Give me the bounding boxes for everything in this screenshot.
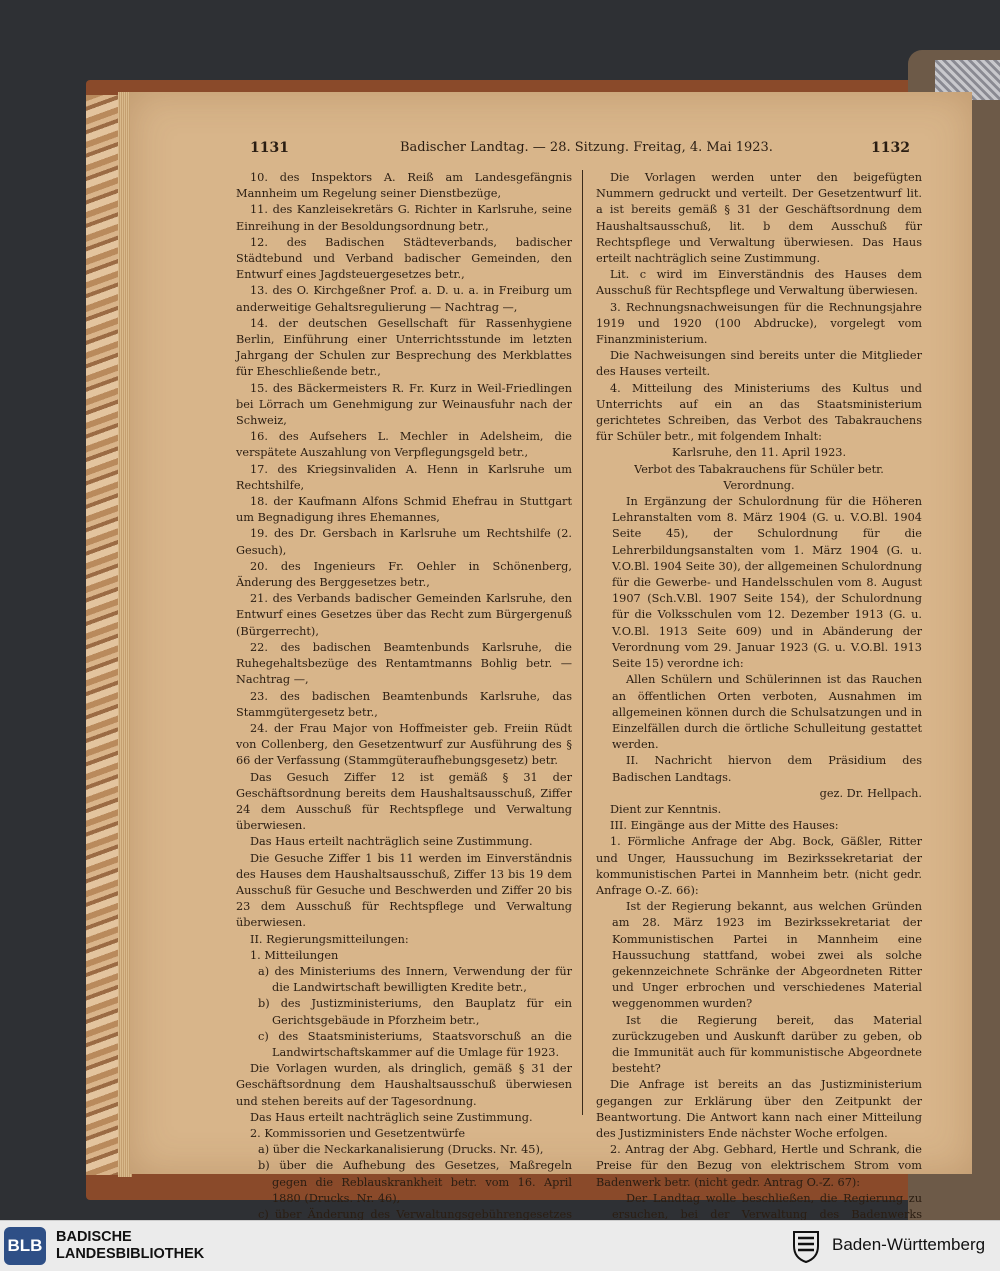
paragraph: II. Regierungsmitteilungen: <box>250 932 409 946</box>
column-rule <box>582 170 583 1115</box>
paragraph: Das Haus erteilt nachträglich seine Zustimmung. <box>250 1110 533 1124</box>
paragraph: Die Anfrage ist bereits an das Justizministerium gegangen zur Erklärung über den Zeitpunkt der Beantwortung. Die Antwort kann nach einer Mitteilung des Justizministers Ende nächster Woche erfolgen. <box>596 1078 922 1140</box>
paragraph: c) über Änderung des Verwaltungsgebührengesetzes <box>258 1208 572 1220</box>
paragraph: Verbot des Tabakrauchens für Schüler betr. <box>634 462 884 476</box>
paragraph: 3. Rechnungsnachweisungen für die Rechnungsjahre 1919 und 1920 (100 Abdrucke), vorgelegt vom Finanzministerium. <box>596 300 922 347</box>
paragraph: Allen Schülern und Schülerinnen ist das Rauchen an öffentlichen Orten verboten, Ausnahmen im allgemeinen können durch die Schulsatzungen und in Einzelfällen durch die örtliche Schulleitung gestattet werden. <box>612 673 922 752</box>
page-number-left: 1131 <box>250 140 289 156</box>
page-number-right: 1132 <box>871 140 910 156</box>
paragraph: 23. des badischen Beamtenbunds Karlsruhe, das Stammgütergesetz betr., <box>236 689 572 719</box>
paragraph: 10. des Inspektors A. Reiß am Landesgefängnis Mannheim um Regelung seiner Dienstbezüge, <box>236 171 572 201</box>
paragraph: Die Vorlagen werden unter den beigefügten Nummern gedruckt und verteilt. Der Gesetzentwurf lit. a ist bereits gemäß § 31 der Geschäftsordnung dem Haushaltsausschuß, lit. b dem Ausschuß für Rechtspflege und Verwaltung überwiesen. Das Haus erteilt nachträglich seine Zustimmung. <box>596 171 922 266</box>
marbled-edge <box>86 95 120 1175</box>
right-text-column <box>596 170 922 1220</box>
paragraph: III. Eingänge aus der Mitte des Hauses: <box>610 819 839 833</box>
paragraph: 2. Antrag der Abg. Gebhard, Hertle und Schrank, die Preise für den Bezug von elektrischem Strom vom Badenwerk betr. (nicht gedr. Antrag O.-Z. 67): <box>596 1143 922 1189</box>
state-name[interactable]: Baden-Württemberg <box>832 1235 986 1254</box>
paragraph: Die Nachweisungen sind bereits unter die Mitglieder des Hauses verteilt. <box>596 349 922 379</box>
paragraph: 11. des Kanzleisekretärs G. Richter in Karlsruhe, seine Einreihung in der Besoldungsordnung betr., <box>236 203 572 233</box>
paragraph: 22. des badischen Beamtenbunds Karlsruhe, die Ruhegehaltsbezüge des Rentamtmanns Bohlig betr. — Nachtrag —, <box>236 640 572 687</box>
paragraph: 1. Mitteilungen <box>250 948 339 962</box>
paragraph: Der Landtag wolle beschließen, die Regierung zu ersuchen, bei der Verwaltung des Badenwerks <box>612 1191 922 1220</box>
paragraph: 18. der Kaufmann Alfons Schmid Ehefrau in Stuttgart um Begnadigung ihres Ehemannes, <box>236 495 572 525</box>
paragraph: a) des Ministeriums des Innern, Verwendung der für die Landwirtschaft bewilligten Kredite betr., <box>258 964 572 995</box>
paragraph: 1. Förmliche Anfrage der Abg. Bock, Gäßler, Ritter und Unger, Haussuchung im Bezirkssekretariat der kommunistischen Partei in Mannheim betr. (nicht gedr. Anfrage O.-Z. 66): <box>596 835 922 897</box>
paragraph: c) des Staatsministeriums, Staatsvorschuß an die Landwirtschaftskammer auf die Umlage für 1923. <box>258 1029 572 1059</box>
viewer-footer <box>0 1220 1000 1271</box>
paragraph: 2. Kommissorien und Gesetzentwürfe <box>250 1126 466 1140</box>
paragraph: Das Haus erteilt nachträglich seine Zustimmung. <box>250 835 533 849</box>
running-header <box>250 140 910 162</box>
library-name[interactable] <box>56 1229 204 1263</box>
paragraph: Lit. c wird im Einverständnis des Hauses dem Ausschuß für Rechtspflege und Verwaltung überwiesen. <box>596 268 922 298</box>
paragraph: In Ergänzung der Schulordnung für die Höheren Lehranstalten vom 8. März 1904 (G. u. V.O.Bl. 1904 Seite 45), der Schulordnung für die Lehrerbildungsanstalten vom 1. März 1904 (G. u. V.O.Bl. 1904 Seite 30), der allgemeinen Schulordnung für die Gewerbe- und Handelsschulen vom 8. August 1907 (Sch.V.Bl. 1907 Seite 154), der Schulordnung für die Volksschulen vom 12. Dezember 1913 (G. u. V.O.Bl. 1913 Seite 609) und in Abänderung der Verordnung vom 29. Januar 1923 (G. u. V.O.Bl. 1913 Seite 15) verordne ich: <box>612 495 922 671</box>
library-name-line2: LANDESBIBLIOTHEK <box>56 1246 205 1262</box>
paragraph: 4. Mitteilung des Ministeriums des Kultus und Unterrichts auf ein an das Staatsministerium gerichtetes Schreiben, das Verbot des Tabakrauchens für Schüler betr., mit folgendem Inhalt: <box>596 381 922 444</box>
paragraph: 16. des Aufsehers L. Mechler in Adelsheim, die verspätete Auszahlung von Verpflegungsgeld betr., <box>236 430 572 460</box>
paragraph: 21. des Verbands badischer Gemeinden Karlsruhe, den Entwurf eines Gesetzes über das Recht zum Bürgergenuß (Bürgerrecht), <box>236 592 572 638</box>
paragraph: 17. des Kriegsinvaliden A. Henn in Karlsruhe um Rechtshilfe, <box>236 462 572 492</box>
paragraph: Ist der Regierung bekannt, aus welchen Gründen am 28. März 1923 im Bezirkssekretariat der Kommunistischen Partei in Mannheim eine Haussuchung stattfand, wobei zwei als solche gekennzeichnete Schränke der Abgeordneten Ritter und Unger erbrochen und verschiedenes Material weggenommen wurden? <box>612 900 922 1011</box>
paragraph: Ist die Regierung bereit, das Material zurückzugeben und Auskunft darüber zu geben, ob die Immunität auch für kommunistische Abgeordnete besteht? <box>612 1013 922 1076</box>
paragraph: 24. der Frau Major von Hoffmeister geb. Freiin Rüdt von Collenberg, den Gesetzentwurf zur Ausführung des § 66 der Verfassung (Stammgüteraufhebungsgesetz) betr. <box>236 721 572 768</box>
paragraph: b) über die Aufhebung des Gesetzes, Maßregeln gegen die Reblauskrankheit betr. vom 16. April 1880 (Drucks. Nr. 46), <box>258 1159 572 1205</box>
paragraph: gez. Dr. Hellpach. <box>819 786 922 800</box>
paragraph: 13. des O. Kirchgeßner Prof. a. D. u. a. in Freiburg um anderweitige Gehaltsregulierung — Nachtrag —, <box>236 284 572 314</box>
paragraph: 14. der deutschen Gesellschaft für Rassenhygiene Berlin, Einführung einer Unterrichtsstunde im letzten Jahrgang der Schulen zur Besprechung des Merkblattes für Eheschließende betr., <box>236 316 572 379</box>
paragraph: Die Vorlagen wurden, als dringlich, gemäß § 31 der Geschäftsordnung dem Haushaltsausschuß überwiesen und stehen bereits auf der Tagesordnung. <box>236 1062 572 1108</box>
header-title: Badischer Landtag. — 28. Sitzung. Freitag, 4. Mai 1923. <box>400 140 773 155</box>
paragraph: 12. des Badischen Städteverbands, badischer Städtebund und Verband badischer Gemeinden, den Entwurf eines Jagdsteuergesetzes betr., <box>236 235 572 282</box>
paragraph: Dient zur Kenntnis. <box>610 802 722 816</box>
paragraph: 15. des Bäckermeisters R. Fr. Kurz in Weil-Friedlingen bei Lörrach um Genehmigung zur Weinausfuhr nach der Schweiz, <box>236 381 572 428</box>
paragraph: 20. des Ingenieurs Fr. Oehler in Schönenberg, Änderung des Berggesetzes betr., <box>236 559 572 590</box>
state-coat-of-arms-icon <box>790 1228 822 1264</box>
paragraph: 19. des Dr. Gersbach in Karlsruhe um Rechtshilfe (2. Gesuch), <box>236 527 572 557</box>
paragraph: Verordnung. <box>723 478 795 492</box>
library-name-line1: BADISCHE <box>56 1229 132 1245</box>
paragraph: Das Gesuch Ziffer 12 ist gemäß § 31 der Geschäftsordnung bereits dem Haushaltsausschuß, Ziffer 24 dem Ausschuß für Rechtspflege und Verwaltung überwiesen. <box>236 770 572 833</box>
paragraph: Karlsruhe, den 11. April 1923. <box>671 446 847 460</box>
blb-logo[interactable]: BLB <box>4 1227 46 1265</box>
paragraph: b) des Justizministeriums, den Bauplatz für ein Gerichtsgebäude in Pforzheim betr., <box>258 997 572 1027</box>
paragraph: a) über die Neckarkanalisierung (Drucks. Nr. 45), <box>258 1143 544 1157</box>
left-text-column <box>236 170 572 1220</box>
paragraph: II. Nachricht hiervon dem Präsidium des Badischen Landtags. <box>612 754 922 784</box>
paragraph: Die Gesuche Ziffer 1 bis 11 werden im Einverständnis des Hauses dem Haushaltsausschuß, Ziffer 13 bis 19 dem Ausschuß für Gesuche und Beschwerden und Ziffer 20 bis 23 dem Ausschuß für Rechtspflege und Verwaltung überwiesen. <box>236 851 572 930</box>
